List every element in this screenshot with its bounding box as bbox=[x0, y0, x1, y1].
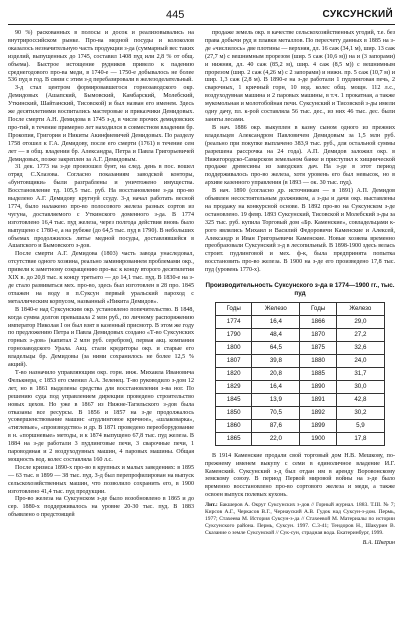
table-cell: 31,7 bbox=[336, 367, 384, 380]
table-cell: 1866 bbox=[300, 315, 336, 328]
paragraph: Т-во назначило управляющим окр. горн. инж. Михаила Ивановича Фелькнера, с 1853 его сменил А.А. Зеленец. Т-во руководило з-дом 12 лет, но в 1861 выделены средства для восстановления з-ва ног. По решению суда под управлением дирекции проведено строительство новых цехов. Но уже в 1867 из Нижне-Тагильского з-дов была отказаны все ресурсы. В 1856 и 1857 на з-де продолжалось усовершенствование машин: «пудлинговое кричное», «шлаковарка», «тиглевые», «производство» и др. В 1871 проведено переоборудование в н. «поршневые» методы, и к 1874 выпущено 67,8 тыс. пуд железа. В 1884 на з-де работали 3 пудлинговые печи, 3 сварочные печи, 1 пароводяная и 2 воздуходувных машин, 4 паровых машины. Общая мощность вод. колес составляла 160 л.с. bbox=[8, 369, 194, 463]
table-cell: 30,0 bbox=[336, 380, 384, 393]
paragraph: З-д стал центром формировавшегося горнозаводского окр. Демидовых (Ашапский, Бымовский, Камбарский, Молебский, Уткинский, Шайтанский, Тисовской) и был назван его именем. Здесь же десятилетиями воспитались мастеровые и приказчики Демидовых. После смерти А.Н. Демидова в 1745 з-д, в числе прочих демидовских про-тий, в течение примерно лет находился в совместном владении бр. Прокопия, Григория и Никиты Акинфиевичей Демидовых. По разделу 1758 отошел к Г.А. Демидову, после его смерти (1761) в течение сем лет — в общ. владении бр. Александра, Петра и Павла Григорьевичей Демидовых, позже закреплен за А.Г. Демидовым. bbox=[8, 85, 194, 163]
table-row bbox=[216, 406, 385, 419]
table-cell: 17,8 bbox=[336, 432, 384, 445]
table-cell: 1865 bbox=[216, 432, 252, 445]
table-row bbox=[216, 432, 385, 445]
table-row bbox=[216, 380, 385, 393]
table-cell: 1850 bbox=[216, 406, 252, 419]
table-body bbox=[216, 315, 385, 445]
document-page bbox=[8, 8, 395, 632]
production-table bbox=[215, 302, 385, 446]
table-cell: 1880 bbox=[300, 354, 336, 367]
table-row bbox=[216, 315, 385, 328]
table-cell: 48,4 bbox=[252, 328, 300, 341]
table-cell: 1875 bbox=[300, 341, 336, 354]
table-cell: 27,2 bbox=[336, 328, 384, 341]
table-cell: 22,0 bbox=[252, 432, 300, 445]
table-cell: 1774 bbox=[216, 315, 252, 328]
table-cell: 16,4 bbox=[252, 380, 300, 393]
table-cell: 32,6 bbox=[336, 341, 384, 354]
table-cell: 29,0 bbox=[336, 315, 384, 328]
table-cell: 1900 bbox=[300, 432, 336, 445]
right-column bbox=[205, 30, 395, 548]
paragraph: В 1840-е над Суксунским окр. установлено попечительство. В 1848, когда сумма долгов превышала 2 млн руб., по личному распоряжению император Николая I он был взят в казенный присмотр. В этом же году по предложению Петра и Павла Демидовых создано «Т-во Суксунских горных з-дов» (капитал 2 млн руб. серебром), первая акц. компания горнозаводского Урала. Акц. стали кредиторы окр. и старые его владельцы бр. Демидовы (за ними сохранилось не более 12,5 % акций). bbox=[8, 306, 194, 369]
table-cell: 1899 bbox=[300, 419, 336, 432]
table-cell: 24,0 bbox=[336, 354, 384, 367]
table-cell: 13,9 bbox=[252, 393, 300, 406]
table-cell: 1892 bbox=[300, 406, 336, 419]
table-row bbox=[216, 393, 385, 406]
paragraph: 31 дек. 1773 на з-де произошел бунт, на след. день в пос. вошел отряд С.Хлазова. Согласно показаниям заводской конторы, «бунтовщики» были разграблены и уничтожено имущества. Восстановление тд. 105,5 тыс. руб. На восстановление з-да про-во выделено А.Г. Демидову кругнуй ссуду. 3-д начал работать весной 1774, было налажено про-во полосового железа разных сортов из чугуна, доставляемого с Уткинского доменного з-да. В 1774 изготовлено 16,4 тыс. пуд железа, через полгода действия вновь было выпущено с 1780-е, а на рубеже (до 64,5 тыс. пуд в 1790). В небольших объемах продолжилось литье медной посуды, доставлявшейся в Ашапского и Бымовского з-дов. bbox=[8, 164, 194, 250]
table-cell: 39,8 bbox=[252, 354, 300, 367]
paragraph: 90 %) раскованных в полосы и досок и реализовывались на внутрироссийском рынке. Про-ва медной посуды и колоколов оказалось незначительную часть продукции з-да (суммарный вес таких изделий, выпущенных до 1745, составил 1408 пуд или 2,8 % от общ. объема). Быстрое истощение рудников привело к падению среднегодового про-ва меди, в 1740-е — 1750-е добывалось не более 536 пуд в год. В связи с этим з-д перебазировали в железоделательный. bbox=[8, 30, 194, 84]
table-cell: 30,2 bbox=[336, 406, 384, 419]
table-cell: 5,9 bbox=[336, 419, 384, 432]
column-header: Годы bbox=[300, 302, 336, 315]
table-cell: 64,5 bbox=[252, 341, 300, 354]
references bbox=[205, 502, 395, 537]
table-cell: 42,8 bbox=[336, 393, 384, 406]
left-column bbox=[8, 30, 194, 520]
table-cell: 1829 bbox=[216, 380, 252, 393]
table-cell: 20,8 bbox=[252, 367, 300, 380]
table-cell: 1891 bbox=[300, 393, 336, 406]
page-header bbox=[8, 8, 395, 25]
references-label: Лит.: bbox=[205, 502, 218, 509]
table-cell: 1807 bbox=[216, 354, 252, 367]
paragraph: В 1914 Каменские продали свой торговый дом Н.В. Мешкову, по-прежнему именем выкупу с семи в единоличное владение И.Г. Каменский. Суксунский з-д был отдан им в аренду Воровонскому земскому союзу. В период Первой мировой войны на з-де было временно восстановлено про-во сортового железа и меди, а также освоен выпуск полевых кухонь. bbox=[205, 452, 395, 499]
paragraph: В нач. 1890 (согласно др. источникам — в 1891) А.П. Демидов объявлен несостоятельным должником, а з-ды и дачи окр. выставлены на продажу на конкурсной основе. В 1892 про-во на Суксунском з-де остановлено. 19 февр. 1893 Суксунский, Тисовской и Молебский з-ды за 325 тыс. руб. купила Торговый дом «Бр. Каменские», совладельцами к-рого являлись Михаил и Василий Федоровичи Каменские и Алексей, Александр и Иван Григорьевичи Каменские. Новые хозяева временно преобразовали Суксунский з-д в лесопильный. В 1898-1900 здесь велась строит. пудлинговой и мех. ф-к, была предпринята попытка восстановить про-во железа. В 1900 на з-де его произведено 17,8 тыс. пуд (уровень 1770-х). bbox=[205, 188, 395, 274]
table-cell: 70,5 bbox=[252, 406, 300, 419]
column-header: Железо bbox=[252, 302, 300, 315]
table-cell: 1860 bbox=[216, 419, 252, 432]
table-row bbox=[216, 341, 385, 354]
table-row bbox=[216, 367, 385, 380]
table-cell: 1890 bbox=[300, 380, 336, 393]
table-cell: 1800 bbox=[216, 341, 252, 354]
table-cell: 1870 bbox=[300, 328, 336, 341]
references-text: Бакшеров А. Округ Суксунских з-дов // Горный журнал. 1883. Т.III. № 7; Кирсов А.Г., Черкасов В.Г., Чернауский А.В. Гудок над Суксун-з-дом. Пермь, 1977; Стахеева М. История Суксун-з-да // Стахеевой М. Материалы по истории Суксунского района. Пермь, Суксун. 1997. С.3-41; Тендоров Н., Шакурин В. Сказание о земле Суксунской // Сук-сун, страдная вода. Екатеринбург, 1999. bbox=[205, 502, 396, 537]
table-row bbox=[216, 328, 385, 341]
paragraph: Про-во железа на Суксунском з-де было возобновлено в 1865 и до сер. 1880-х поддерживалось на уровне 20-30 тыс. пуд. В 1883 объявлено о предстоящей bbox=[8, 496, 194, 519]
column-header: Годы bbox=[216, 302, 252, 315]
table-cell: 1790 bbox=[216, 328, 252, 341]
article-author: В.А. Шкерин bbox=[362, 540, 395, 547]
table-cell: 1820 bbox=[216, 367, 252, 380]
table-cell: 1885 bbox=[300, 367, 336, 380]
running-head: СУКСУНСКИЙ bbox=[322, 9, 393, 20]
page-number: 445 bbox=[166, 9, 185, 21]
paragraph: продаже земель окр. в качестве сельскохозяйственных угодий, т.е. без права добычи руд и плавки металлов. По пересчету данных в 1885 на з-де «числилось» две плотины — верхняя, дл. 16 саж (34,1 м), шир. 13 саж (27,7 м) с вешнимным прорезом (шир. 5 саж (10,6 м)) на и (3 запорами) и нижняя, дл. 40 саж (85,2 м), шир. 4 саж (8,5 м)) с вешнимным прорезом (шир. 2 саж (4,26 м) с 2 запорами) и нижн. пр. 5 саж (10,7 м) и шир. 1,3 саж (2,8 м). В 1890-е на з-де работали 1 пудлинговая печь, 2 сварочных, 1 кричный горн, 10 вод. колес общ. мощн. 112 л.с., воздуходувная машина и 2 паровых машины, в т.ч. 1 прокатная, а также мукомольная и молотобойная печи. Суксунский и Тисовской з-ды имели одну дачу, пл. к-рой составляла 56 тыс. дес., из них 46 тыс. дес. были заняты лесами. bbox=[205, 30, 395, 123]
table-row bbox=[216, 354, 385, 367]
paragraph: После кризиса 1890-х про-во в крупных и малых заведениях: в 1895 — 63 тыс. в 1899 — 38 тыс. пуд. З-д был перепрофилирован на выпуск сельскохозяйственных машин, что позволило сохранить его, в 1900 изготовлено 41,4 тыс. пуд продукции. bbox=[8, 464, 194, 495]
paragraph: В нач. 1886 окр. выкуплен в казну сыном одного из прежних владельцев Александром Павловичем Демидовым за 1,5 млн руб. (реально при покупке выплачено 383,9 тыс. руб., для остальной суммы разрешена рассрочка на 24 года). А.П. Демидов заложил окр. в Нижегородско-Самарском земельном банке и приступил к хищнической продаже древесины из заводских дач. На з-де в этот период поддерживалось про-во железа, хотя уровень его был невысок, но в архиве казенного управления (в 1893 — ок. 30 тыс. пуд). bbox=[205, 124, 395, 187]
table-cell: 87,6 bbox=[252, 419, 300, 432]
paragraph: После смерти А.Г. Демидова (1803) часть завода унаследовал, отсутствие одного хозяина, реально заминированнем проблемами окр., привели к заметному сокращению про-ва: к концу второго десятилетия XIX в. до 20,8 тыс. к концу третьего — до 14,1 тыс. пуд. В 1830-е на з-де стало развиваться мех. про-во, здесь был изготовлен в 28 про. 1845 отлажен на воду в п.Суксун первый уральский пароход с металлическим корпусом, названный «Никита Демидов». bbox=[8, 251, 194, 305]
table-cell: 16,4 bbox=[252, 315, 300, 328]
table-header-row bbox=[216, 302, 385, 315]
table-title: Производительность Суксунского з-да в 1774—1900 гг., тыс. пуд bbox=[205, 282, 395, 297]
table-row bbox=[216, 419, 385, 432]
table-cell: 1845 bbox=[216, 393, 252, 406]
column-header: Железо bbox=[336, 302, 384, 315]
